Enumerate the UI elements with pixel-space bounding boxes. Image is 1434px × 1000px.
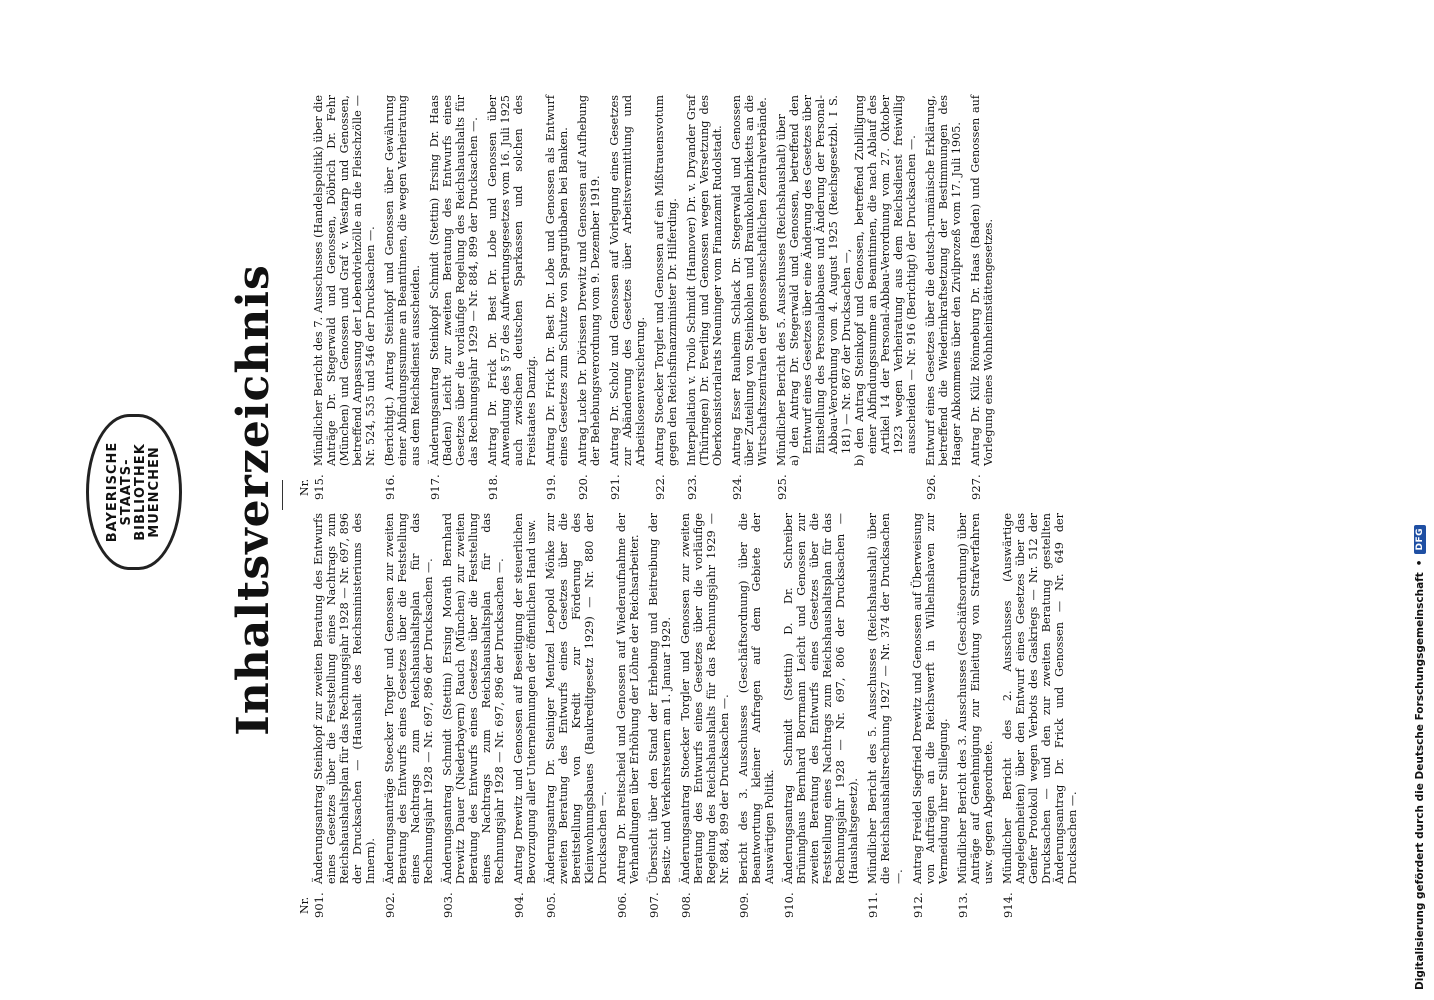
right-column bbox=[298, 95, 1001, 500]
entry-number: 915. bbox=[312, 474, 326, 500]
entry-number: 927. bbox=[969, 474, 983, 500]
entry-text: Änderungsantrag Dr. Steiniger Mentzel Leopold Mönke zur zweiten Beratung des Entwurfs eines Gesetzes über die Bereitstellung von Kredit zur Förderung des Kleinwohnungsbaues (Baukreditgesetz 1929) — Nr. 880 der Drucksachen —. bbox=[544, 513, 609, 884]
entry-number: 926. bbox=[924, 474, 938, 500]
dfg-logo: DFG bbox=[1414, 525, 1426, 554]
list-item bbox=[312, 513, 377, 918]
list-item bbox=[383, 513, 435, 918]
entry-number: 919. bbox=[544, 474, 558, 500]
entry-number: 922. bbox=[653, 474, 667, 500]
stamp-line: STAATS- bbox=[119, 458, 134, 526]
entry-text: Mündlicher Bericht des 2. Ausschusses (Auswärtige Angelegenheiten) über den Entwurf eines Gesetzes über das Genfer Protokoll wegen Verbots des Gaskriegs — Nr. 512 der Drucksachen — und den zur zweiten Beratung gestellten Änderungsantrag Dr. Frick und Genossen — Nr. 649 der Drucksachen —. bbox=[1001, 513, 1079, 884]
entry-text: Änderungsantrag Schmidt (Stettin) D. Dr. Schreiber Brüninghaus Bernhard Borrmann Leicht und Genossen zur zweiten Beratung des Entwurfs eines Gesetzes über die Feststellung eines Nachtrags zum Reichshaushaltsplan für das Rechnungsjahr 1928 — Nr. 697, 806 der Drucksachen — (Haushaltsgesetz). bbox=[782, 513, 860, 884]
entry-number: 907. bbox=[647, 892, 661, 918]
entry-number: 911. bbox=[866, 892, 880, 918]
entry-number: 916. bbox=[383, 474, 397, 500]
entry-number: 902. bbox=[383, 892, 397, 918]
list-item bbox=[737, 513, 776, 918]
entry-number: 904. bbox=[512, 892, 526, 918]
entry-text: Änderungsantrag Steinkopf zur zweiten Beratung des Entwurfs eines Gesetzes über die Feststellung eines Nachtrags zum Reichshaushaltsplan für das Rechnungsjahr 1928 — Nr. 697, 896 der Drucksachen — (Haushalt des Reichsministeriums des Innern). bbox=[312, 513, 377, 884]
list-item bbox=[911, 513, 950, 918]
digitization-credit bbox=[1410, 10, 1430, 990]
entry-number: 912. bbox=[911, 892, 925, 918]
entry-text: Entwurf eines Gesetzes über die deutsch-rumänische Erklärung, betreffend die Wiederinkraftsetzung der Bestimmungen des Haager Abkommens über den Zivilprozeß vom 17. Juli 1905. bbox=[924, 95, 963, 466]
column-header: Nr. bbox=[298, 478, 311, 496]
entry-text: (Berichtigt.) Antrag Steinkopf und Genossen über Gewährung einer Abfindungssumme an Beamtinnen, die wegen Verheiratung aus dem Reichsdienst ausscheiden. bbox=[383, 95, 422, 466]
list-item bbox=[544, 95, 570, 500]
stamp-line: BIBLIOTHEK bbox=[133, 443, 148, 541]
entry-number: 917. bbox=[428, 474, 442, 500]
entry-text: Änderungsanträge Stoecker Torgler und Genossen zur zweiten Beratung des Entwurfs eines Gesetzes über die Feststellung eines Nachtrags zum Reichshaushaltsplan für das Rechnungsjahr 1928 — Nr. 697, 896 der Drucksachen —. bbox=[383, 513, 435, 884]
entry-number: 924. bbox=[730, 474, 744, 500]
title-divider bbox=[282, 480, 283, 510]
column-header: Nr. bbox=[298, 896, 311, 914]
entry-text: Antrag Stoecker Torgler und Genossen auf ein Mißtrauensvotum gegen den Reichsfinanzminister Dr. Hilferding. bbox=[653, 95, 679, 466]
entry-text: Änderungsantrag Stoecker Torgler und Genossen zur zweiten Beratung des Entwurfs eines Gesetzes über die vorläufige Regelung des Reichshaushalts für das Rechnungsjahr 1929 — Nr. 884, 899 der Drucksachen —. bbox=[679, 513, 731, 884]
list-item bbox=[615, 513, 641, 918]
entry-number: 920. bbox=[576, 474, 590, 500]
list-item bbox=[576, 95, 602, 500]
entry-number: 925. bbox=[775, 474, 789, 500]
entry-number: 905. bbox=[544, 892, 558, 918]
entry-text: Mündlicher Bericht des 7. Ausschusses (Handelspolitik) über die Anträge Dr. Stegerwald und Genossen, Döbrich Dr. Fehr (München) und Genossen und Graf v. Westarp und Genossen, betreffend Anpassung der Lebendviehzölle an die Fleischzölle — Nr. 524, 535 und 546 der Drucksachen —. bbox=[312, 95, 377, 466]
list-item bbox=[775, 95, 918, 500]
list-item bbox=[924, 95, 963, 500]
list-item bbox=[608, 95, 647, 500]
entry-text: Mündlicher Bericht des 5. Ausschusses (Reichshaushalt) über a) den Antrag Dr. Stegerwald und Genossen, betreffend den Entwurf eines Gesetzes über eine Änderung des Gesetzes über Einstellung des Personalabbaues und Änderung der Personal-Abbau-Verordnung vom 4. August 1925 (Reichsgesetzbl. I S. 181) — Nr. 867 der Drucksachen —, b) den Antrag Steinkopf und Genossen, betreffend Zubilligung einer Abfindungssumme an Beamtinnen, die nach Ablauf des Artikel 14 der Personal-Abbau-Verordnung vom 27. Oktober 1923 wegen Verheiratung aus dem Reichsdienst freiwillig ausscheiden — Nr. 916 (Berichtigt) der Drucksachen —. bbox=[775, 95, 918, 466]
list-item bbox=[486, 95, 538, 500]
page-title: Inhaltsverzeichnis bbox=[228, 264, 279, 736]
entry-number: 914. bbox=[1001, 892, 1015, 918]
entry-number: 921. bbox=[608, 474, 622, 500]
entry-list bbox=[312, 513, 1079, 918]
entry-text: Antrag Dr. Breitscheid und Genossen auf Wiederaufnahme der Verhandlungen über Erhöhung der Löhne der Reichsarbeiter. bbox=[615, 513, 641, 884]
list-item bbox=[782, 513, 860, 918]
list-item bbox=[512, 513, 538, 918]
entry-text: Änderungsantrag Steinkopf Schmidt (Stettin) Ersing Dr. Haas (Baden) Leicht zur zweiten Beratung des Entwurfs eines Gesetzes über die vorläufige Regelung des Reichshaushalts für das Rechnungsjahr 1929 — Nr. 884, 899 der Drucksachen —. bbox=[428, 95, 480, 466]
list-item bbox=[969, 95, 995, 500]
entry-number: 903. bbox=[441, 892, 455, 918]
credit-text: Digitalisierung gefördert durch die Deutsche Forschungsgemeinschaft bbox=[1414, 572, 1426, 990]
list-item bbox=[1001, 513, 1079, 918]
entry-text: Bericht des 3. Ausschusses (Geschäftsordnung) über die Beantwortung kleiner Anfragen auf dem Gebiete der Auswärtigen Politik. bbox=[737, 513, 776, 884]
credit-separator: • bbox=[1414, 559, 1426, 567]
entry-list bbox=[312, 95, 995, 500]
list-item bbox=[544, 513, 609, 918]
left-column bbox=[298, 513, 1085, 918]
entry-number: 908. bbox=[679, 892, 693, 918]
list-item bbox=[653, 95, 679, 500]
library-stamp bbox=[86, 414, 182, 570]
entry-text: Mündlicher Bericht des 5. Ausschusses (Reichshaushalt) über die Reichshaushaltsrechnung 1927 — Nr. 374 der Drucksachen —. bbox=[866, 513, 905, 884]
list-item bbox=[956, 513, 995, 918]
stamp-line: BAYERISCHE bbox=[105, 441, 120, 543]
list-item bbox=[679, 513, 731, 918]
entry-text: Übersicht über den Stand der Erhebung und Beitreibung der Besitz- und Verkehrsteuern am 1. Januar 1929. bbox=[647, 513, 673, 884]
entry-text: Antrag Drewitz und Genossen auf Beseitigung der steuerlichen Bevorzugung aller Unternehmungen der öffentlichen Hand usw. bbox=[512, 513, 538, 884]
entry-number: 923. bbox=[685, 474, 699, 500]
entry-number: 909. bbox=[737, 892, 751, 918]
entry-number: 906. bbox=[615, 892, 629, 918]
entry-number: 910. bbox=[782, 892, 796, 918]
stamp-line: MUENCHEN bbox=[147, 446, 162, 538]
entry-text: Antrag Dr. Frick Dr. Best Dr. Lobe und Genossen als Entwurf eines Gesetzes zum Schutze von Spargutbaben bei Banken. bbox=[544, 95, 570, 466]
list-item bbox=[428, 95, 480, 500]
list-item bbox=[383, 95, 422, 500]
list-item bbox=[647, 513, 673, 918]
entry-number: 901. bbox=[312, 892, 326, 918]
list-item bbox=[312, 95, 377, 500]
entry-text: Änderungsantrag Schmidt (Stettin) Ersing Morath Bernhard Drewitz Dauer (Niederbayern) Rauch (München) zur zweiten Beratung des Entwurfs eines Gesetzes über die Feststellung eines Nachtrags zum Reichshaushaltsplan für das Rechnungsjahr 1928 — Nr. 697, 896 der Drucksachen —. bbox=[441, 513, 506, 884]
entry-text: Antrag Freidel Siegfried Drewitz und Genossen auf Überweisung von Aufträgen an die Reichswerft in Wilhelmshaven zur Vermeidung ihrer Stillegung. bbox=[911, 513, 950, 884]
entry-text: Mündlicher Bericht des 3. Ausschusses (Geschäftsordnung) über Anträge auf Genehmigung zur Einleitung von Strafverfahren usw. gegen Abgeordnete. bbox=[956, 513, 995, 884]
entry-number: 918. bbox=[486, 474, 500, 500]
list-item bbox=[730, 95, 769, 500]
entry-text: Antrag Esser Rauheim Schlack Dr. Stegerwald und Genossen über Zuteilung von Steinkohlen und Braunkohlenbriketts an die Wirtschaftszentralen der genossenschaftlichen Zentralverbände. bbox=[730, 95, 769, 466]
list-item bbox=[866, 513, 905, 918]
entry-text: Antrag Dr. Scholz und Genossen auf Vorlegung eines Gesetzes zur Abänderung des Gesetzes über Arbeitsvermittlung und Arbeitslosenversicherung. bbox=[608, 95, 647, 466]
entry-text: Interpellation v. Troilo Schmidt (Hannover) Dr. v. Dryander Graf (Thüringen) Dr. Everling und Genossen wegen Versetzung des Oberkonsistorialrats Neuninger vom Finanzamt Rudolstadt. bbox=[685, 95, 724, 466]
list-item bbox=[441, 513, 506, 918]
entry-text: Antrag Lucke Dr. Dörissen Drewitz und Genossen auf Aufhebung der Behebungsverordnung vom 9. Dezember 1919. bbox=[576, 95, 602, 466]
entry-number: 913. bbox=[956, 892, 970, 918]
entry-text: Antrag Dr. Frick Dr. Best Dr. Lobe und Genossen über Anwendung des § 57 des Aufwertungsgesetzes vom 16. Juli 1925 auch zwischen deutschen Sparkassen und solchen des Freistaates Danzig. bbox=[486, 95, 538, 466]
list-item bbox=[685, 95, 724, 500]
entry-text: Antrag Dr. Külz Rönneburg Dr. Haas (Baden) und Genossen auf Vorlegung eines Wohnheimstättengesetzes. bbox=[969, 95, 995, 466]
